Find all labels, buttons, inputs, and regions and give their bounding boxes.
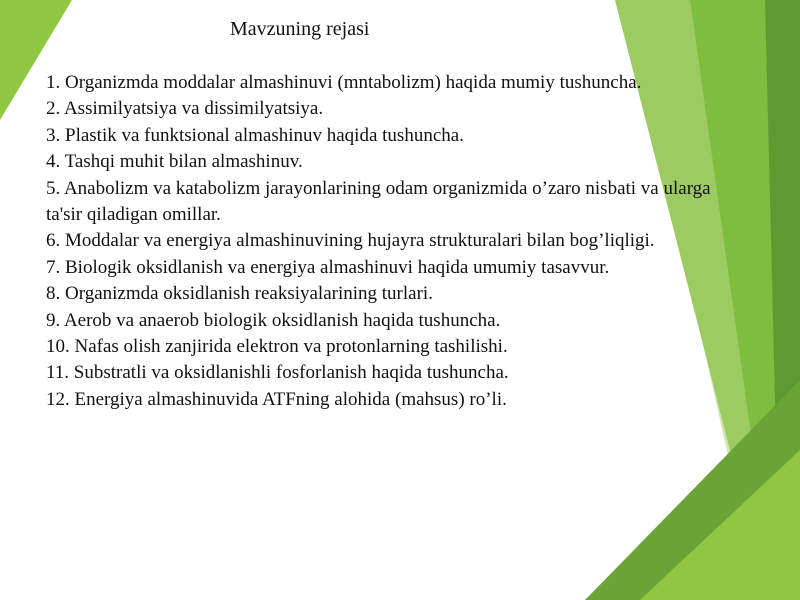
agenda-item: 5. Anabolizm va katabolizm jarayonlarining odam organizmida o’zaro nisbati va ularga ta'sir qiladigan omillar. — [46, 177, 711, 226]
agenda-item: 12. Energiya almashinuvida ATFning alohida (mahsus) ro’li. — [46, 388, 507, 410]
agenda-item: 10. Nafas olish zanjirida elektron va protonlarning tashilishi. — [46, 336, 508, 358]
agenda-item: 3. Plastik va funktsional almashinuv haqida tushuncha. — [46, 124, 464, 146]
agenda-item: 2. Assimilyatsiya va dissimilyatsiya. — [46, 98, 324, 120]
agenda-item: 8. Organizmda oksidlanish reaksiyalarining turlari. — [46, 283, 433, 305]
agenda-item: 6. Moddalar va energiya almashinuvining hujayra strukturalari bilan bog’liqligi. — [46, 230, 655, 252]
agenda-item: 11. Substratli va oksidlanishli fosforlanish haqida tushuncha. — [46, 362, 509, 384]
agenda-item: 9. Aerob va anaerob biologik oksidlanish haqida tushuncha. — [46, 309, 501, 331]
slide-title: Mavzuning rejasi — [230, 18, 370, 40]
agenda-item: 1. Organizmda moddalar almashinuvi (mntabolizm) haqida mumiy tushuncha. — [46, 72, 642, 93]
agenda-list — [46, 70, 746, 413]
agenda-item: 7. Biologik oksidlanish va energiya almashinuvi haqida umumiy tasavvur. — [46, 256, 610, 278]
agenda-item: 4. Tashqi muhit bilan almashinuv. — [46, 151, 303, 173]
